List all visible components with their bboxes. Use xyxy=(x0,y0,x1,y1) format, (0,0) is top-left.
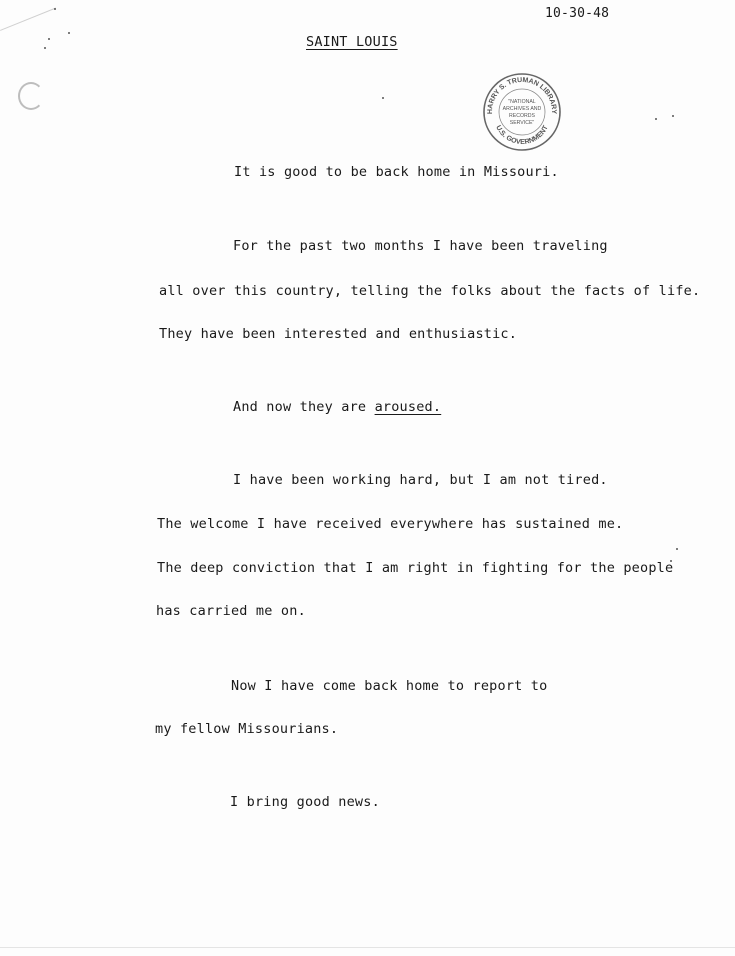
speck xyxy=(44,47,46,49)
paragraph-line: It is good to be back home in Missouri. xyxy=(234,164,559,180)
paragraph-line: The deep conviction that I am right in fighting for the people xyxy=(157,560,674,576)
paragraph-line: For the past two months I have been traveling xyxy=(233,238,608,254)
paragraph-text: And now they are xyxy=(233,399,375,415)
speck xyxy=(54,8,56,10)
punch-hole xyxy=(18,82,44,110)
speck xyxy=(672,115,674,117)
seal-center-line: "NATIONAL xyxy=(508,99,536,105)
paragraph-line: They have been interested and enthusiastic. xyxy=(159,326,518,342)
paragraph-line xyxy=(233,399,441,415)
speck xyxy=(68,32,70,34)
page-bottom-edge xyxy=(0,947,735,948)
paragraph-line: Now I have come back home to report to xyxy=(231,678,548,694)
page-corner-fold xyxy=(0,8,67,59)
speck xyxy=(676,548,678,550)
seal-center-line: ARCHIVES AND xyxy=(502,106,542,112)
paragraph-line: I have been working hard, but I am not tired. xyxy=(233,472,608,488)
seal-ring-bottom-text: U.S. GOVERNMENT xyxy=(494,124,550,147)
seal-ring-top-text: HARRY S. TRUMAN LIBRARY xyxy=(486,76,558,115)
seal-center-line: RECORDS xyxy=(509,113,535,119)
paragraph-line: The welcome I have received everywhere has sustained me. xyxy=(157,516,624,532)
seal-center-line: SERVICE" xyxy=(509,120,535,126)
underlined-word: aroused. xyxy=(374,399,442,415)
archive-seal-stamp xyxy=(482,72,562,152)
paragraph-line: all over this country, telling the folks about the facts of life. xyxy=(159,283,701,299)
paragraph-line: my fellow Missourians. xyxy=(155,721,339,737)
document-title: SAINT LOUIS xyxy=(306,34,398,50)
speck xyxy=(382,97,384,99)
speck xyxy=(655,118,657,120)
paragraph-line: has carried me on. xyxy=(156,603,306,619)
paragraph-line: I bring good news. xyxy=(230,794,380,810)
document-date: 10-30-48 xyxy=(545,6,610,21)
speck xyxy=(48,38,50,40)
